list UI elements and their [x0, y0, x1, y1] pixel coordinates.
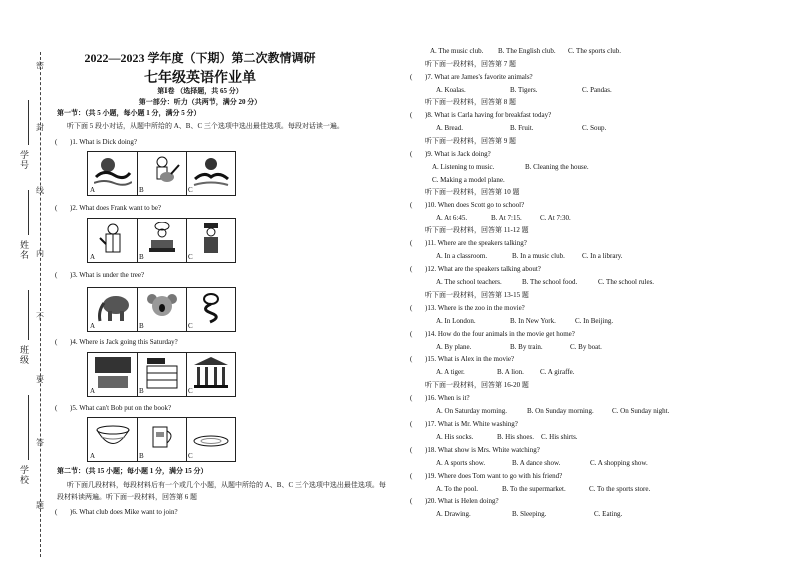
movie-theater-icon	[94, 356, 132, 390]
section1-heading: 第一节：（共 5 小题，每小题 1 分，满分 5 分）	[57, 109, 201, 117]
name-blank[interactable]	[28, 190, 29, 235]
section2-heading: 第二节：（共 15 小题；每小题 1 分，满分 15 分）	[57, 467, 208, 475]
option-c[interactable]: C. A giraffe.	[540, 368, 575, 376]
question-text: )9. What is Jack doing?	[425, 150, 491, 158]
seal-char: 内	[36, 249, 44, 258]
option-a[interactable]: A. At 6:45.	[436, 214, 468, 222]
answer-paren[interactable]: (	[410, 201, 413, 209]
museum-icon	[192, 356, 230, 390]
seal-char: 题	[36, 501, 44, 510]
police-officer-icon	[192, 222, 230, 256]
option-a[interactable]: A. Koalas.	[436, 86, 466, 94]
seal-char: 线	[36, 186, 44, 195]
option-letter: A	[90, 186, 96, 194]
question-text: )15. What is Alex in the movie?	[425, 355, 515, 363]
listen-instruction: 听下面一段材料，回答第 11-12 题	[425, 226, 529, 234]
question-text: )4. Where is Jack going this Saturday?	[70, 338, 178, 346]
option-b-picture[interactable]	[137, 219, 187, 262]
option-c[interactable]: C. On Sunday night.	[612, 407, 670, 415]
question-text: )13. Where is the zoo in the movie?	[425, 304, 525, 312]
option-letter: A	[90, 322, 96, 330]
answer-paren[interactable]: (	[410, 446, 413, 454]
option-b[interactable]: B. His shoes.	[497, 433, 534, 441]
option-a-picture[interactable]	[88, 288, 138, 331]
picture-options	[87, 218, 236, 263]
option-letter: B	[139, 387, 144, 395]
picture-options	[87, 151, 236, 196]
question-text: )12. What are the speakers talking about?	[425, 265, 541, 273]
picture-options	[87, 352, 236, 397]
page-subtitle: 七年级英语作业单	[144, 71, 256, 86]
guitar-player-icon	[143, 155, 181, 189]
question-text: )18. What show is Mrs. White watching?	[425, 446, 540, 454]
answer-paren[interactable]: (	[410, 472, 413, 480]
answer-paren[interactable]: (	[410, 150, 413, 158]
option-a[interactable]: A. To the pool.	[436, 485, 478, 493]
option-c[interactable]: C. A shopping show.	[590, 459, 648, 467]
option-b[interactable]: B. By train.	[510, 343, 543, 351]
answer-paren[interactable]: (	[410, 73, 413, 81]
section1-instructions: 听下面 5 段小对话，从题中所给的 A、B、C 三个选项中选出最佳选项。每段对话读一遍。	[67, 122, 344, 130]
listen-instruction: 听下面一段材料，回答第 7 题	[425, 60, 516, 68]
student-id-label: 学号	[19, 150, 29, 170]
listen-instruction: 听下面一段材料，回答第 8 题	[425, 98, 516, 106]
bookstore-icon	[143, 356, 181, 390]
splashing-swimmer-icon	[192, 155, 230, 189]
seal-char: 答	[36, 438, 44, 447]
picture-options	[87, 287, 236, 332]
option-b[interactable]: B. Fruit.	[510, 124, 534, 132]
class-blank[interactable]	[28, 290, 29, 340]
option-b[interactable]: B. To the supermarket.	[502, 485, 566, 493]
option-a-picture[interactable]	[88, 152, 138, 195]
option-c[interactable]: C. The school rules.	[598, 278, 655, 286]
seal-char: 密	[36, 61, 44, 70]
question-text: )7. What are James's favorite animals?	[425, 73, 533, 81]
doctor-icon	[94, 222, 132, 256]
option-a[interactable]: A. In a classroom.	[436, 252, 488, 260]
option-b[interactable]: B. At 7:15.	[491, 214, 522, 222]
school-blank[interactable]	[28, 395, 29, 460]
snake-icon	[192, 291, 230, 325]
class-label: 班级	[19, 345, 29, 365]
option-letter: B	[139, 452, 144, 460]
answer-paren[interactable]: (	[55, 271, 58, 279]
option-c-picture[interactable]	[186, 219, 235, 262]
section2-instructions: 段材料读两遍。听下面一段材料，回答第 6 题	[57, 493, 197, 501]
question-text: )10. When does Scott go to school?	[425, 201, 525, 209]
elephant-icon	[94, 291, 134, 325]
name-label: 姓名	[19, 240, 29, 260]
answer-paren[interactable]: (	[55, 508, 58, 516]
option-c[interactable]: C. Making a model plane.	[432, 176, 505, 184]
option-c-picture[interactable]	[186, 288, 235, 331]
koala-icon	[143, 291, 181, 325]
option-a-picture[interactable]	[88, 219, 138, 262]
answer-paren[interactable]: (	[55, 204, 58, 212]
option-letter: C	[188, 253, 193, 261]
option-c[interactable]: C. In Beijing.	[575, 317, 614, 325]
plate-icon	[192, 421, 230, 455]
option-b[interactable]: B. On Sunday morning.	[527, 407, 594, 415]
option-b[interactable]: B. Cleaning the house.	[525, 163, 589, 171]
option-a-picture[interactable]	[88, 418, 138, 461]
option-a[interactable]: A. His socks.	[436, 433, 474, 441]
option-b[interactable]: B. In a music club.	[512, 252, 565, 260]
option-a-picture[interactable]	[88, 353, 138, 396]
volume-heading: 第Ⅰ卷 （选择题，共 65 分）	[157, 87, 243, 95]
school-label: 学校	[19, 465, 29, 485]
answer-paren[interactable]: (	[410, 355, 413, 363]
seal-char: 要	[36, 375, 44, 384]
question-text: )14. How do the four animals in the movie get home?	[425, 330, 575, 338]
section2-instructions: 听下面几段材料，每段材料后有一个或几个小题，从题中所给的 A、B、C 三个选项中选出最佳选项。每	[67, 481, 386, 489]
answer-paren[interactable]: (	[410, 497, 413, 505]
option-c[interactable]: C. Soup.	[582, 124, 607, 132]
option-b-picture[interactable]	[137, 353, 187, 396]
option-a[interactable]: A. The school teachers.	[436, 278, 502, 286]
question-text: )17. What is Mr. White washing?	[425, 420, 518, 428]
option-c[interactable]: C. The sports club.	[568, 47, 621, 55]
option-a[interactable]: A. Bread.	[436, 124, 464, 132]
option-b[interactable]: B. In New York.	[510, 317, 556, 325]
listen-instruction: 听下面一段材料，回答第 16-20 题	[425, 381, 529, 389]
option-c[interactable]: C. To the sports store.	[589, 485, 651, 493]
option-b[interactable]: B. The English club.	[498, 47, 556, 55]
option-letter: C	[188, 186, 193, 194]
answer-paren[interactable]: (	[55, 338, 58, 346]
question-text: )5. What can't Bob put on the book?	[70, 404, 172, 412]
listen-instruction: 听下面一段材料，回答第 9 题	[425, 137, 516, 145]
question-text: )2. What does Frank want to be?	[70, 204, 162, 212]
option-letter: C	[188, 452, 193, 460]
question-text: )11. Where are the speakers talking?	[425, 239, 527, 247]
question-text: )16. When is it?	[425, 394, 470, 402]
question-text: )19. Where does Tom want to go with his friend?	[425, 472, 563, 480]
question-text: )20. What is Helen doing?	[425, 497, 499, 505]
option-a[interactable]: A. On Saturday morning.	[436, 407, 507, 415]
picture-options	[87, 417, 236, 462]
option-c[interactable]: C. Eating.	[594, 510, 623, 518]
bowl-icon	[94, 421, 132, 455]
option-letter: B	[139, 253, 144, 261]
option-c[interactable]: C. Pandas.	[582, 86, 612, 94]
answer-paren[interactable]: (	[55, 138, 58, 146]
option-c-picture[interactable]	[186, 152, 235, 195]
option-c[interactable]: C. In a library.	[582, 252, 623, 260]
option-letter: A	[90, 253, 96, 261]
option-b[interactable]: B. A dance show.	[512, 459, 561, 467]
answer-paren[interactable]: (	[410, 394, 413, 402]
answer-paren[interactable]: (	[410, 304, 413, 312]
option-letter: A	[90, 452, 96, 460]
listen-instruction: 听下面一段材料，回答第 13-15 题	[425, 291, 529, 299]
option-b[interactable]: B. A lion.	[497, 368, 524, 376]
option-letter: C	[188, 322, 193, 330]
answer-paren[interactable]: (	[410, 330, 413, 338]
option-c-picture[interactable]	[186, 353, 235, 396]
option-letter: C	[188, 387, 193, 395]
option-c-picture[interactable]	[186, 418, 235, 461]
option-letter: B	[139, 322, 144, 330]
option-b[interactable]: B. Tigers.	[510, 86, 538, 94]
question-text: )6. What club does Mike want to join?	[70, 508, 178, 516]
question-text: )1. What is Dick doing?	[70, 138, 137, 146]
answer-paren[interactable]: (	[410, 265, 413, 273]
option-letter: A	[90, 387, 96, 395]
option-a[interactable]: A. A sports show.	[436, 459, 486, 467]
page-title: 2022—2023 学年度（下期）第二次教情调研	[84, 51, 316, 65]
option-b[interactable]: B. Sleeping.	[512, 510, 547, 518]
option-letter: B	[139, 186, 144, 194]
answer-paren[interactable]: (	[55, 404, 58, 412]
answer-paren[interactable]: (	[410, 111, 413, 119]
answer-paren[interactable]: (	[410, 420, 413, 428]
option-a[interactable]: A. A tiger.	[436, 368, 465, 376]
listen-instruction: 听下面一段材料，回答第 10 题	[425, 188, 520, 196]
seal-char: 不	[36, 312, 44, 321]
chef-icon	[143, 222, 181, 256]
seal-char: 封	[36, 123, 44, 132]
option-a[interactable]: A. The music club.	[430, 47, 484, 55]
question-text: )8. What is Carla having for breakfast today?	[425, 111, 552, 119]
answer-paren[interactable]: (	[410, 239, 413, 247]
option-a[interactable]: A. In London.	[436, 317, 476, 325]
option-b-picture[interactable]	[137, 152, 187, 195]
option-a[interactable]: A. Listening to music.	[432, 163, 495, 171]
option-a[interactable]: A. By plane.	[436, 343, 472, 351]
option-b[interactable]: B. The school food.	[522, 278, 578, 286]
question-text: )3. What is under the tree?	[70, 271, 145, 279]
swimmer-icon	[94, 155, 132, 187]
option-c[interactable]: C. By boat.	[570, 343, 602, 351]
option-b-picture[interactable]	[137, 288, 187, 331]
cup-icon	[143, 421, 181, 455]
option-c[interactable]: C. At 7:30.	[540, 214, 571, 222]
option-a[interactable]: A. Drawing.	[436, 510, 471, 518]
option-b-picture[interactable]	[137, 418, 187, 461]
option-c[interactable]: C. His shirts.	[541, 433, 578, 441]
part-heading: 第一部分：听力（共两节，满分 20 分）	[138, 98, 262, 106]
